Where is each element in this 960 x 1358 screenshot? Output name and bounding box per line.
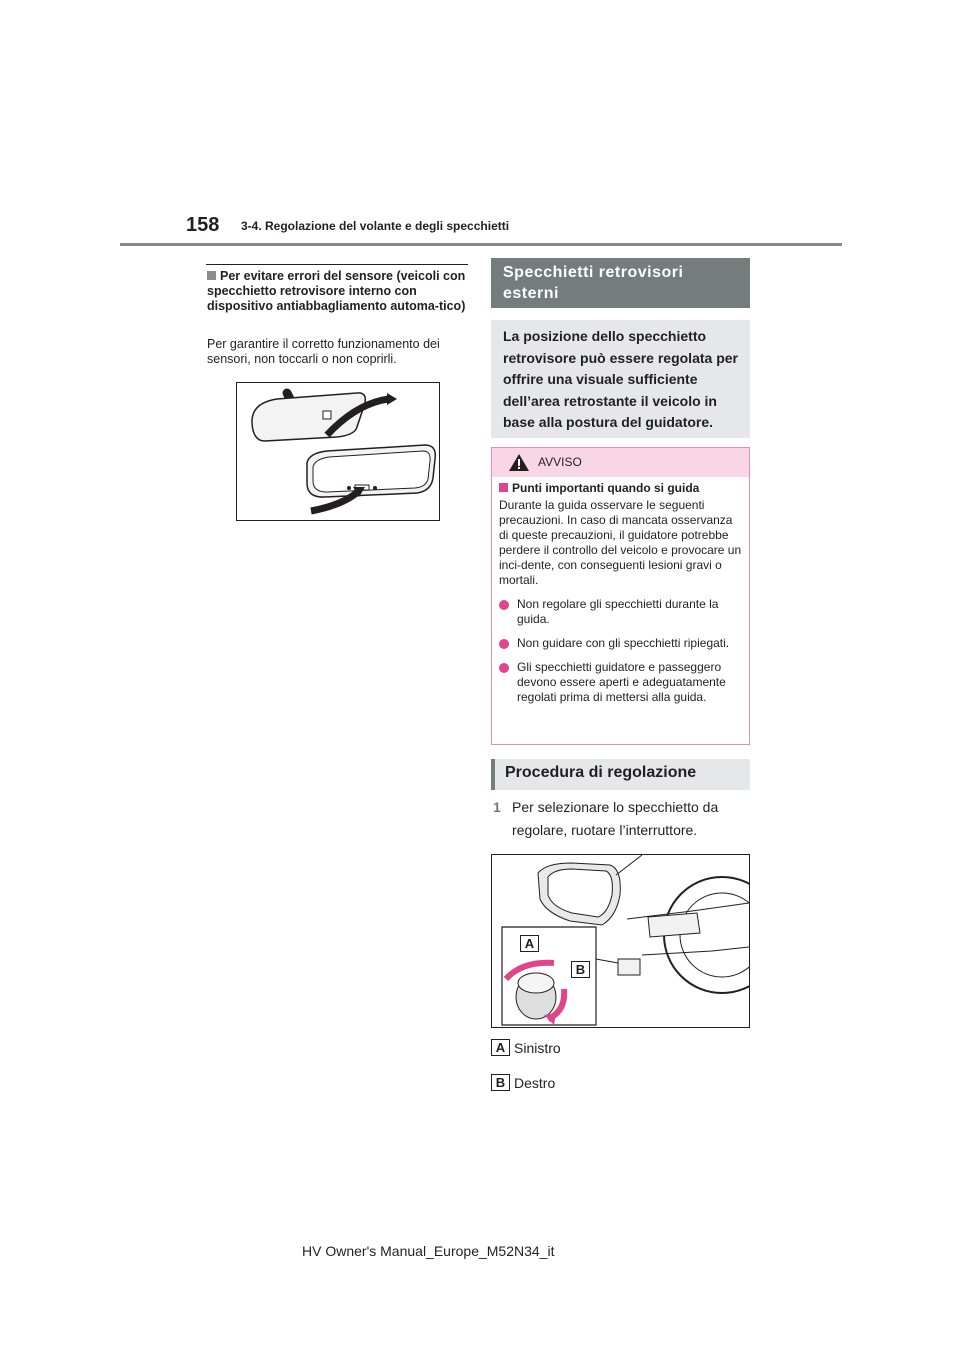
inner-mirror-figure: [236, 382, 440, 521]
step-number: 1: [493, 799, 501, 815]
section-band: Specchietti retrovisori esterni: [491, 258, 750, 308]
warning-bullet: [499, 597, 743, 627]
legend-label-a: Sinistro: [514, 1040, 561, 1056]
intro-box: La posizione dello specchietto retrovisore può essere regolata per offrire una visuale sufficiente dell’area retrostante il veicolo in base alla postura del guidatore.: [491, 320, 750, 438]
footer-manual-id: HV Owner's Manual_Europe_M52N34_it: [302, 1243, 555, 1259]
warning-bullet: [499, 636, 743, 651]
warning-title: AVVISO: [538, 455, 582, 469]
legend-label-b: Destro: [514, 1075, 556, 1091]
sensor-heading-text: Per evitare errori del sensore (veicoli con specchietto retrovisore interno con dispositivo antiabbagliamento automa-tico): [207, 269, 466, 313]
callout-a: A: [520, 935, 539, 952]
warning-subheading: [499, 481, 743, 496]
page-number: 158: [186, 214, 220, 236]
square-bullet-icon: [499, 483, 508, 492]
warning-box: [491, 447, 750, 745]
warning-text: Durante la guida osservare le seguenti precauzioni. In caso di mancata osservanza di queste precauzioni, il guidatore potrebbe perdere il controllo del veicolo e provocare un inci-dente, con conseguenti lesioni gravi o mortali.: [499, 498, 742, 587]
warning-icon: [508, 453, 530, 472]
step-text: Per selezionare lo specchietto da regolare, ruotare l’interruttore.: [512, 799, 719, 838]
bullet-dot-icon: [499, 600, 509, 610]
procedure-heading: Procedura di regolazione: [491, 759, 750, 790]
header-rule: [120, 243, 842, 246]
warning-bullet-text: Non regolare gli specchietti durante la guida.: [517, 597, 719, 626]
sensor-heading: [207, 269, 469, 314]
sensor-body: Per garantire il corretto funzionamento dei sensori, non toccarli o non coprirli.: [207, 337, 440, 366]
warning-bullet: [499, 660, 743, 705]
square-bullet-icon: [207, 271, 216, 280]
legend-key-a: A: [491, 1039, 510, 1056]
section-title: 3-4. Regolazione del volante e degli specchietti: [241, 219, 510, 233]
left-divider: [206, 264, 468, 265]
mirror-switch-figure: [491, 854, 750, 1028]
warning-header: [492, 448, 749, 477]
bullet-dot-icon: [499, 639, 509, 649]
bullet-dot-icon: [499, 663, 509, 673]
warning-bullet-text: Non guidare con gli specchietti ripiegati.: [517, 636, 730, 650]
legend-key-b: B: [491, 1074, 510, 1091]
warning-subheading-text: Punti importanti quando si guida: [512, 481, 700, 495]
warning-bullet-text: Gli specchietti guidatore e passeggero devono essere aperti e adeguatamente regolati prima di mettersi alla guida.: [517, 660, 726, 704]
step-1: [491, 796, 750, 842]
callout-b: B: [571, 961, 590, 978]
